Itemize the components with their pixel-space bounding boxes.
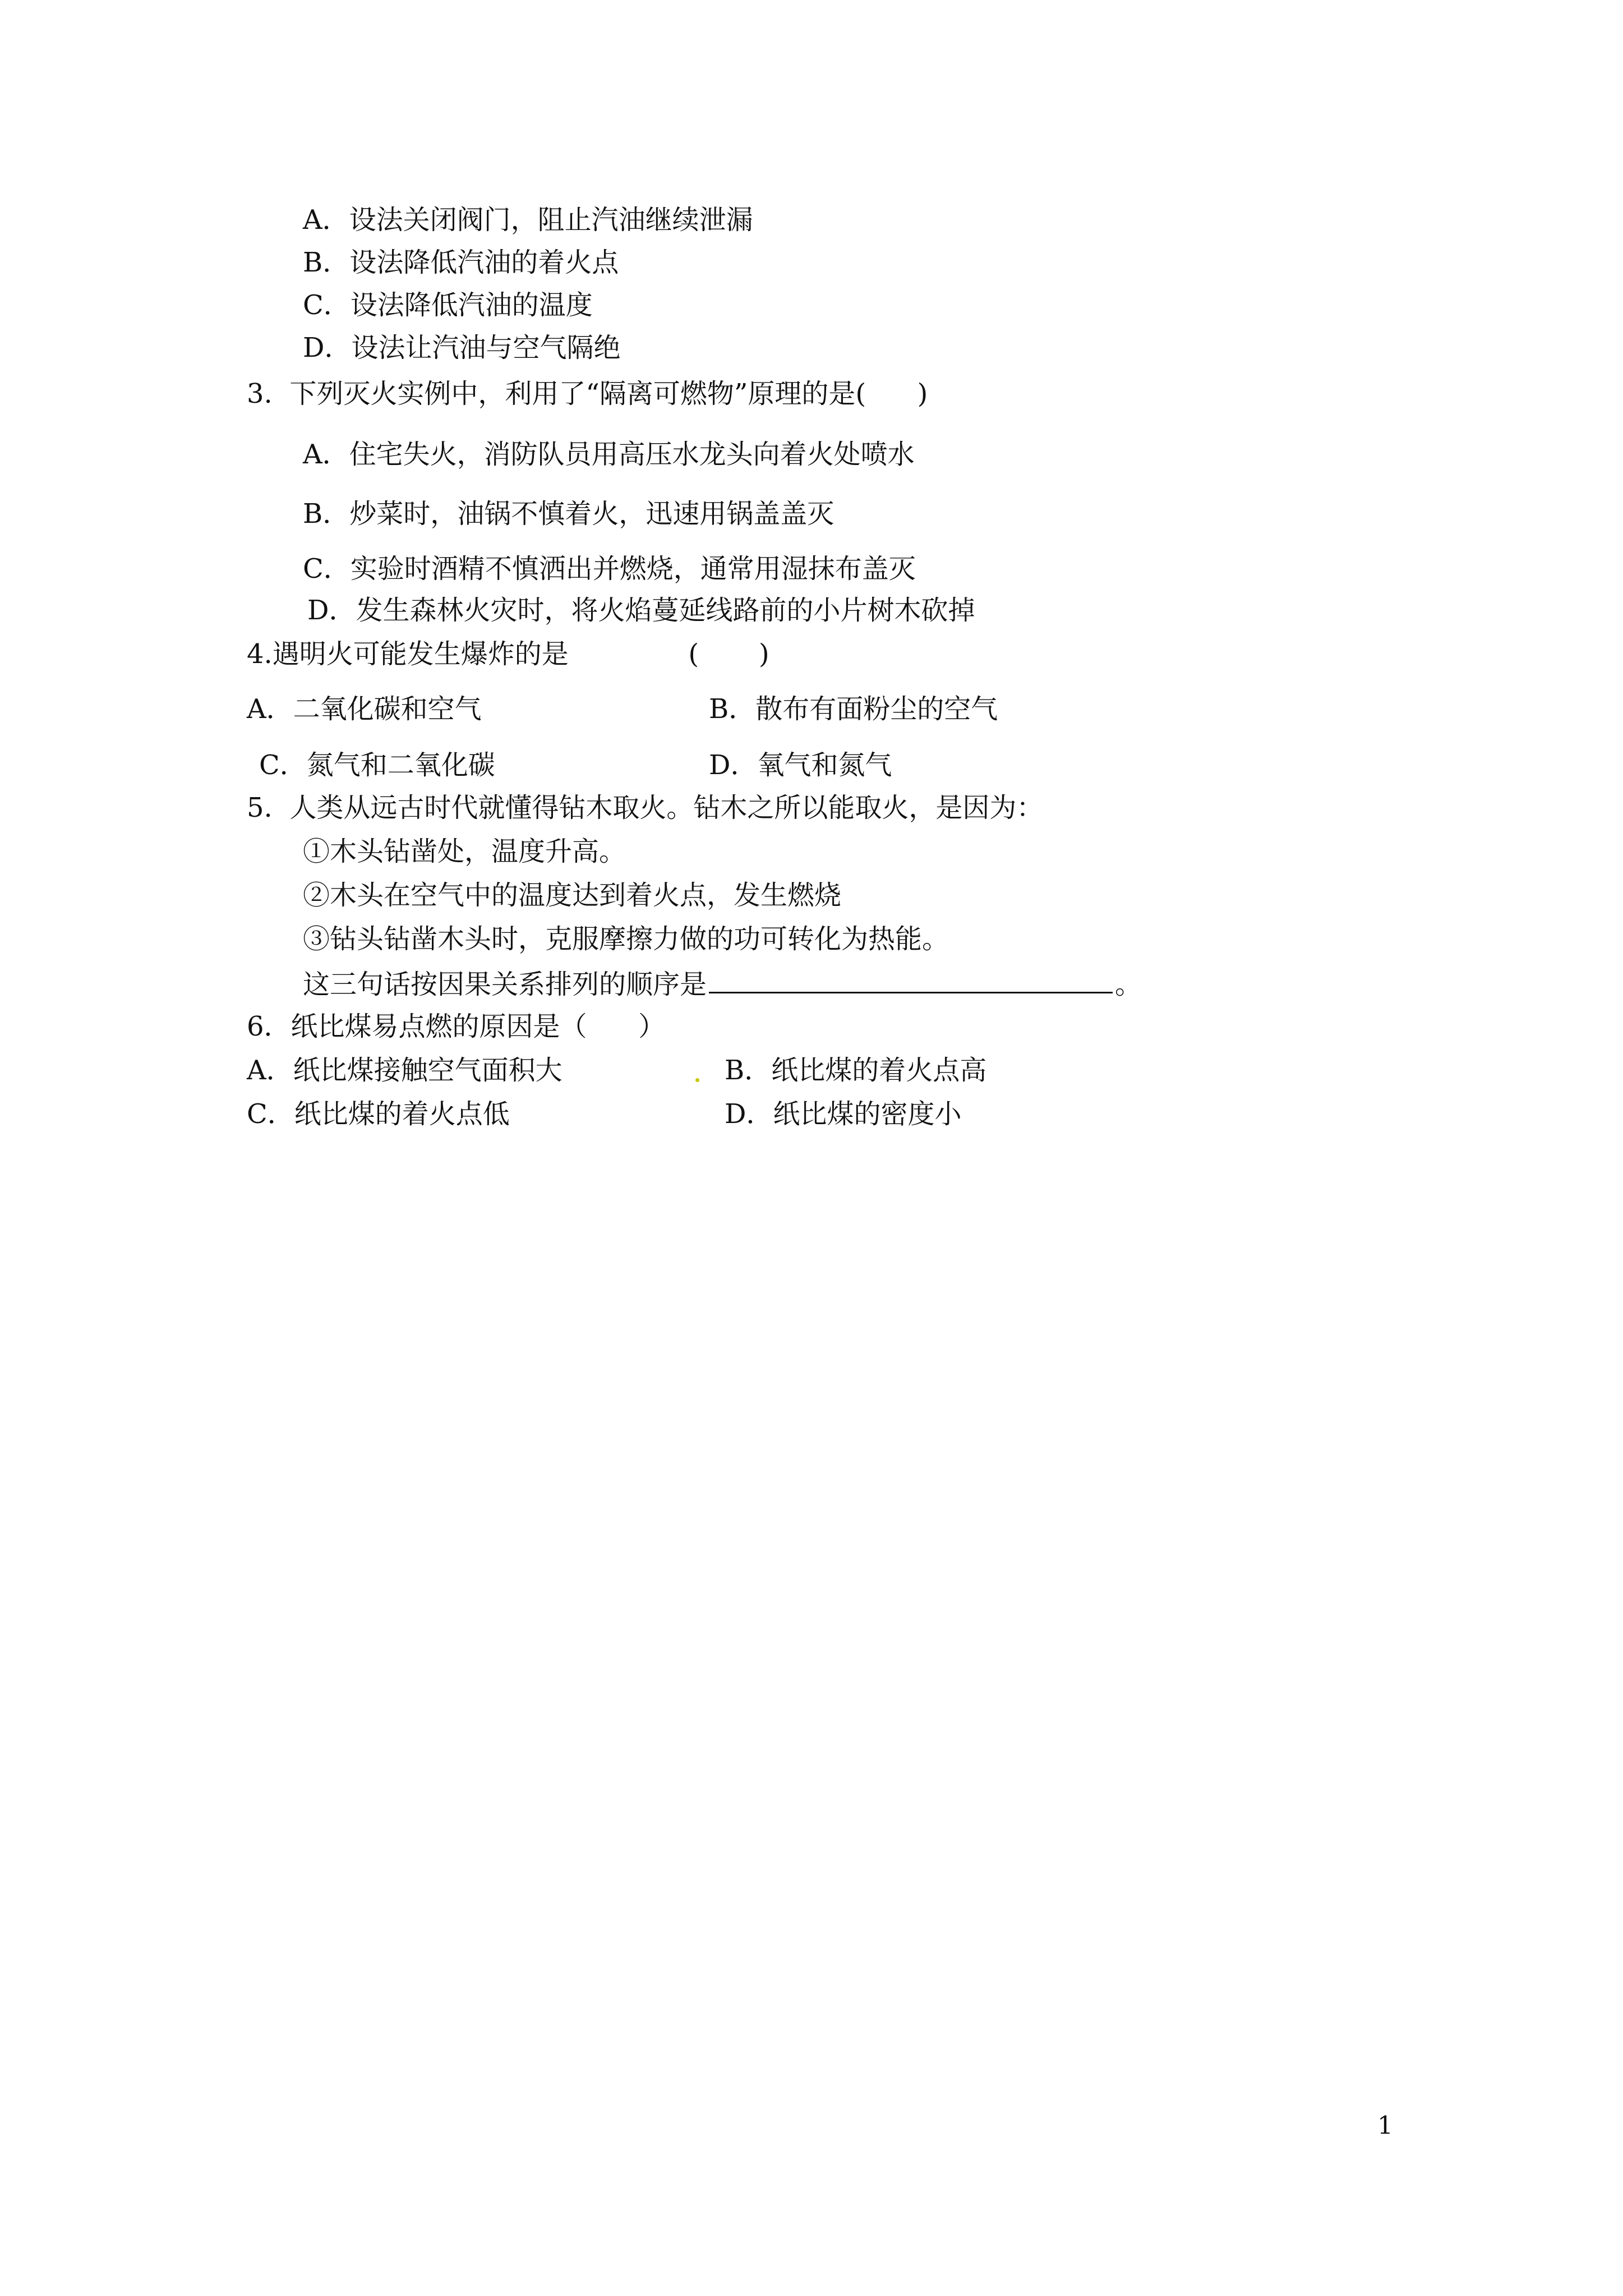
q5-answer-blank	[709, 966, 1113, 993]
page-number: 1	[1377, 2111, 1393, 2140]
q2-option-c: C．设法降低汽油的温度	[303, 289, 593, 321]
q3-option-a: A．住宅失火，消防队员用高压水龙头向着火处喷水	[303, 439, 915, 470]
q6-stem: 6．纸比煤易点燃的原因是（ ）	[247, 1011, 666, 1042]
q2-option-d: D．设法让汽油与空气隔绝	[303, 332, 621, 364]
q5-stem: 5. 人类从远古时代就懂得钻木取火。钻木之所以能取火，是因为：	[247, 792, 1044, 823]
q5-question	[303, 966, 1142, 1001]
q5-statement-2: ②木头在空气中的温度达到着火点，发生燃烧	[303, 880, 842, 911]
q4-option-c: C．氮气和二氧化碳	[259, 749, 495, 781]
q4-option-d: D．氧气和氮气	[709, 749, 892, 781]
q6-option-a: A．纸比煤接触空气面积大	[247, 1055, 562, 1086]
q3-stem: 3. 下列灭火实例中，利用了“隔离可燃物”原理的是( )	[247, 378, 928, 409]
q6-option-d: D．纸比煤的密度小	[725, 1098, 962, 1130]
q5-statement-1: ①木头钻凿处，温度升高。	[303, 836, 626, 867]
q3-option-c: C．实验时酒精不慎洒出并燃烧，通常用湿抹布盖灭	[303, 553, 916, 585]
q4-option-b: B．散布有面粉尘的空气	[709, 693, 998, 725]
q3-option-b: B．炒菜时，油锅不慎着火，迅速用锅盖盖灭	[303, 498, 834, 530]
q5-question-prefix: 这三句话按因果关系排列的顺序是	[303, 969, 707, 1000]
q3-option-d: D．发生森林火灾时，将火焰蔓延线路前的小片树木砍掉	[307, 595, 975, 626]
speck-mark	[695, 1078, 699, 1082]
q4-option-a: A．二氧化碳和空气	[247, 693, 482, 725]
q5-question-suffix: 。	[1115, 969, 1142, 1000]
q2-option-b: B．设法降低汽油的着火点	[303, 247, 619, 278]
q4-stem: 4.遇明火可能发生爆炸的是 ( )	[247, 638, 769, 670]
q6-option-b: B．纸比煤的着火点高	[725, 1055, 987, 1086]
q2-option-a: A．设法关闭阀门，阻止汽油继续泄漏	[303, 204, 753, 236]
q6-option-c: C．纸比煤的着火点低	[247, 1098, 510, 1130]
q5-statement-3: ③钻头钻凿木头时，克服摩擦力做的功可转化为热能。	[303, 923, 949, 955]
